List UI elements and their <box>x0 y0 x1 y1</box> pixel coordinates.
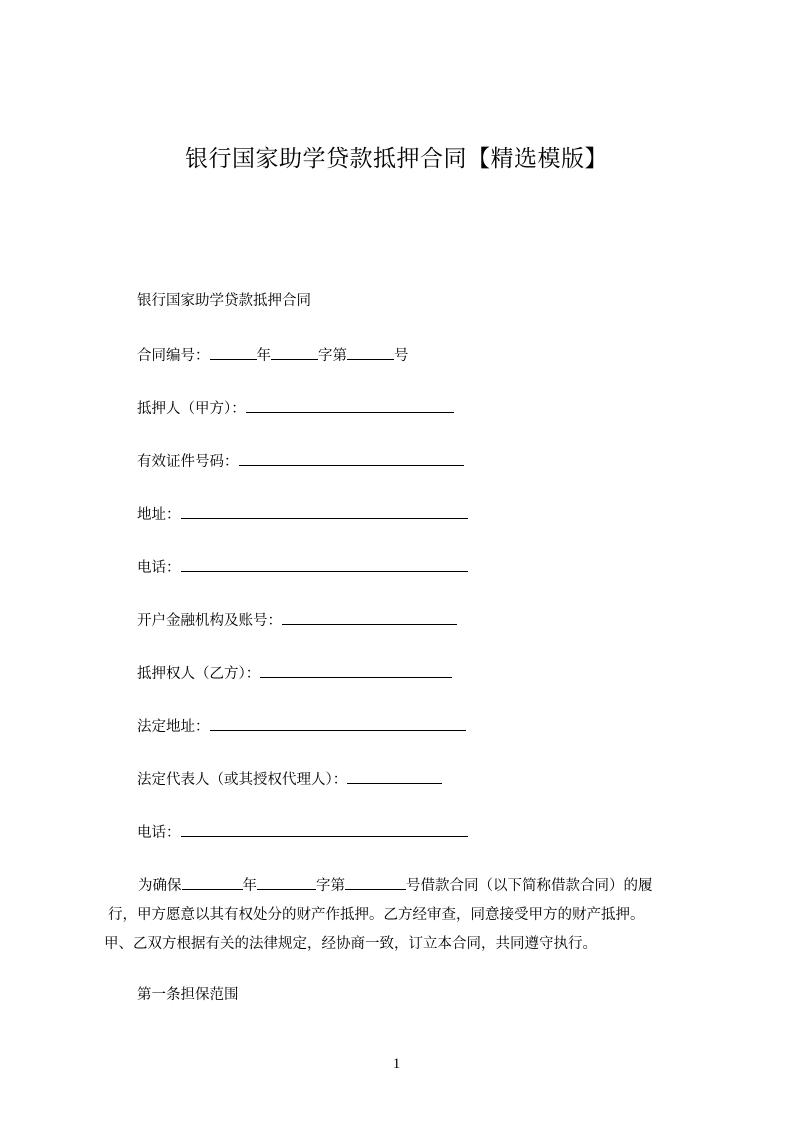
legal-rep-blank[interactable] <box>347 768 442 784</box>
phone-line-1 <box>137 556 468 578</box>
intro-line-2: 行，甲方愿意以其有权处分的财产作抵押。乙方经审查，同意接受甲方的财产抵押。 <box>108 907 645 923</box>
intro-part-2: 年 <box>242 878 257 894</box>
contract-subtitle: 银行国家助学贷款抵押合同 <box>137 293 311 309</box>
phone-label-2: 电话： <box>137 825 181 841</box>
legal-address-line <box>137 715 466 737</box>
contract-number-blank-3[interactable] <box>347 344 394 360</box>
bank-account-label: 开户金融机构及账号： <box>137 613 282 629</box>
mortgagor-label: 抵押人（甲方）： <box>137 401 246 417</box>
contract-number-hao: 号 <box>394 348 409 364</box>
intro-blank-1[interactable] <box>182 874 243 890</box>
id-number-line <box>137 450 464 472</box>
address-blank[interactable] <box>181 503 468 519</box>
mortgagee-label: 抵押权人（乙方）： <box>137 666 261 682</box>
bank-account-blank[interactable] <box>282 609 457 625</box>
legal-address-blank[interactable] <box>210 715 466 731</box>
legal-rep-label: 法定代表人（或其授权代理人）： <box>137 772 348 788</box>
phone-blank-2[interactable] <box>181 821 468 837</box>
phone-line-2 <box>137 821 468 843</box>
intro-blank-2[interactable] <box>257 874 316 890</box>
legal-address-label: 法定地址： <box>137 719 210 735</box>
mortgagor-line <box>137 397 454 419</box>
address-line <box>137 503 468 525</box>
legal-rep-line <box>137 768 442 790</box>
intro-line-1 <box>104 872 716 901</box>
id-number-blank[interactable] <box>239 450 464 466</box>
address-label: 地址： <box>137 507 181 523</box>
contract-number-line <box>137 344 409 366</box>
contract-number-blank-2[interactable] <box>271 344 318 360</box>
contract-number-zidi: 字第 <box>318 348 347 364</box>
phone-label-1: 电话： <box>137 560 181 576</box>
mortgagee-blank[interactable] <box>260 662 452 678</box>
phone-blank-1[interactable] <box>181 556 468 572</box>
intro-paragraph <box>104 872 716 959</box>
intro-part-4: 号借款合同（以下简称借款合同）的履 <box>406 878 653 894</box>
bank-account-line <box>137 609 457 631</box>
id-number-label: 有效证件号码： <box>137 454 239 470</box>
contract-number-label: 合同编号： <box>137 348 210 364</box>
mortgagee-line <box>137 662 452 684</box>
contract-number-year: 年 <box>256 348 271 364</box>
intro-part-3: 字第 <box>316 878 345 894</box>
mortgagor-blank[interactable] <box>246 397 454 413</box>
intro-part-1: 为确保 <box>138 878 182 894</box>
intro-line-3: 甲、乙双方根据有关的法律规定，经协商一致，订立本合同，共同遵守执行。 <box>104 936 597 952</box>
page-number: 1 <box>392 1056 401 1072</box>
contract-number-blank-1[interactable] <box>210 344 257 360</box>
page-title: 银行国家助学贷款抵押合同【精选模版】 <box>185 146 608 172</box>
article-1-heading: 第一条担保范围 <box>137 987 239 1003</box>
intro-blank-3[interactable] <box>345 874 406 890</box>
